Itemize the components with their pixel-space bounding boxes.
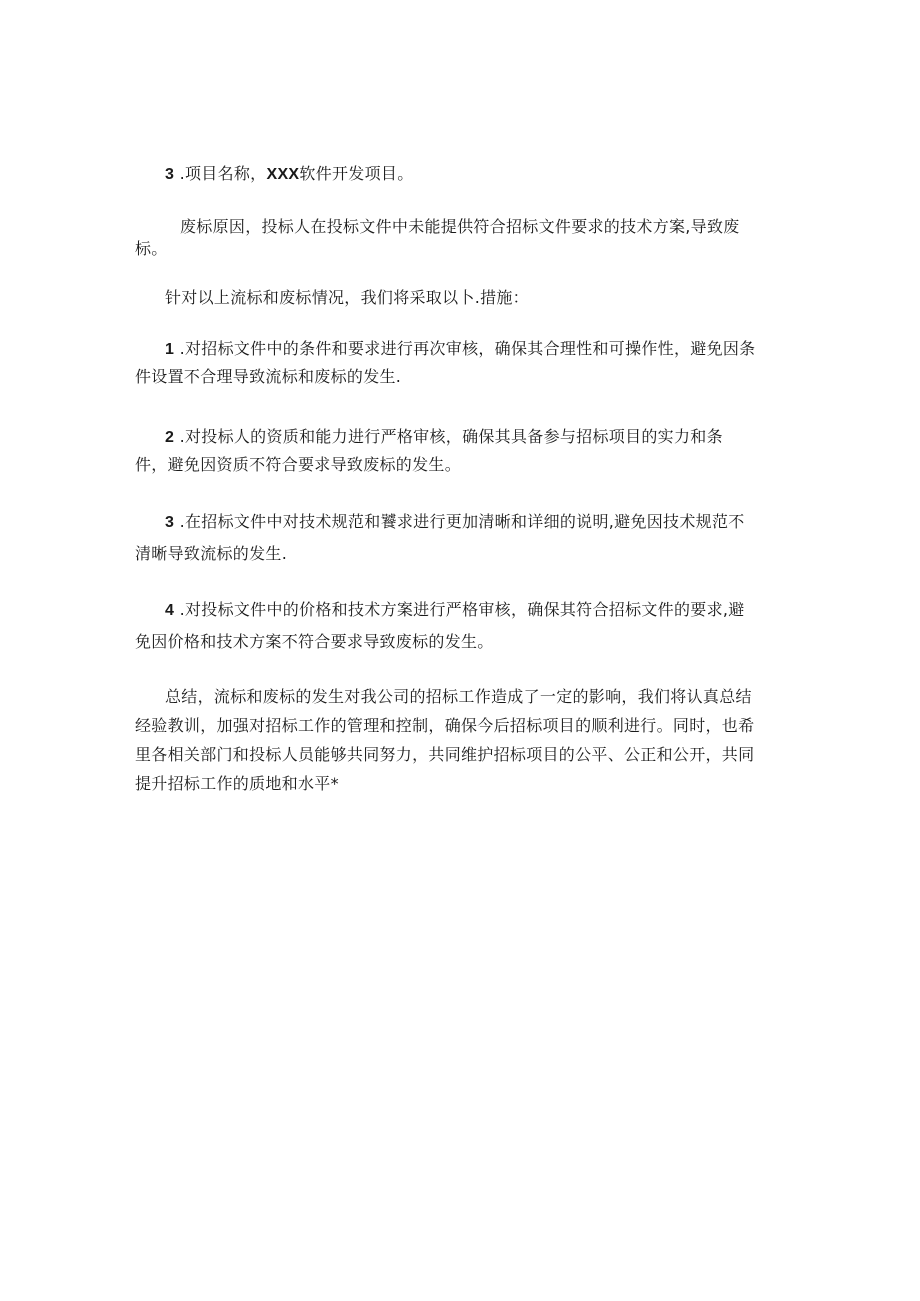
measure-2-line-2: 件，避免因资质不符合要求导致废标的发生。	[135, 455, 462, 474]
measure-number: 4	[165, 602, 175, 619]
abandon-reason-line-1: 废标原因，投标人在投标文件中未能提供符合招标文件要求的技术方案,导致废	[180, 217, 740, 236]
measure-4-line-2: 免因价格和技术方案不符合要求导致废标的发生。	[135, 632, 494, 651]
measure-2-line-1	[135, 423, 795, 451]
measure-3-line-2: 清晰导致流标的发生.	[135, 544, 288, 563]
project-name-suffix: 软件开发项目。	[299, 164, 414, 183]
measure-3-paragraph	[135, 508, 795, 567]
project-name-line	[135, 160, 795, 188]
measure-1-line-2: 件设置不合理导致流标和废标的发生.	[135, 367, 402, 386]
measure-2-paragraph	[135, 423, 795, 478]
measure-number: 1	[165, 341, 175, 358]
measure-text: .对招标文件中的条件和要求进行再次审核，确保其合理性和可操作性，避免因条	[174, 339, 756, 358]
abandon-reason-line-2: 标。	[135, 239, 168, 258]
measure-4-paragraph	[135, 596, 795, 655]
item-number: 3	[165, 166, 175, 183]
summary-line-2: 经验教训，加强对招标工作的管理和控制，确保今后招标项目的顺利进行。同时，也希	[135, 716, 755, 735]
measure-number: 2	[165, 429, 175, 446]
measure-3-line-1	[135, 508, 795, 536]
measure-text: .对投标文件中的价格和技术方案进行严格审核，确保其符合招标文件的要求,避	[174, 600, 745, 619]
summary-line-1: 总结，流标和废标的发生对我公司的招标工作造成了一定的影响，我们将认真总结	[165, 687, 752, 706]
summary-paragraph	[135, 682, 795, 798]
measure-text: .在招标文件中对技术规范和饕求进行更加清晰和详细的说明,避免因技术规范不	[174, 512, 745, 531]
abandon-reason-paragraph	[135, 213, 795, 262]
measures-intro-line: 针对以上流标和废标情况，我们将采取以卜.措施：	[165, 288, 529, 307]
project-code: XXX	[266, 166, 300, 183]
summary-line-4: 提升招标工作的质地和水平*	[135, 774, 339, 793]
project-name-paragraph	[135, 160, 795, 188]
measure-4-line-1	[135, 596, 795, 624]
measure-text: .对投标人的资质和能力进行严格审核，确保其具备参与招标项目的实力和条	[174, 427, 723, 446]
project-name-prefix: .项目名称，	[174, 164, 267, 183]
measures-intro-paragraph	[135, 284, 795, 311]
summary-line-3: 里各相关部门和投标人员能够共同努力，共同维护招标项目的公平、公正和公开，共同	[135, 745, 755, 764]
measure-number: 3	[165, 514, 175, 531]
measure-1-line-1	[135, 335, 795, 363]
measure-1-paragraph	[135, 335, 795, 390]
